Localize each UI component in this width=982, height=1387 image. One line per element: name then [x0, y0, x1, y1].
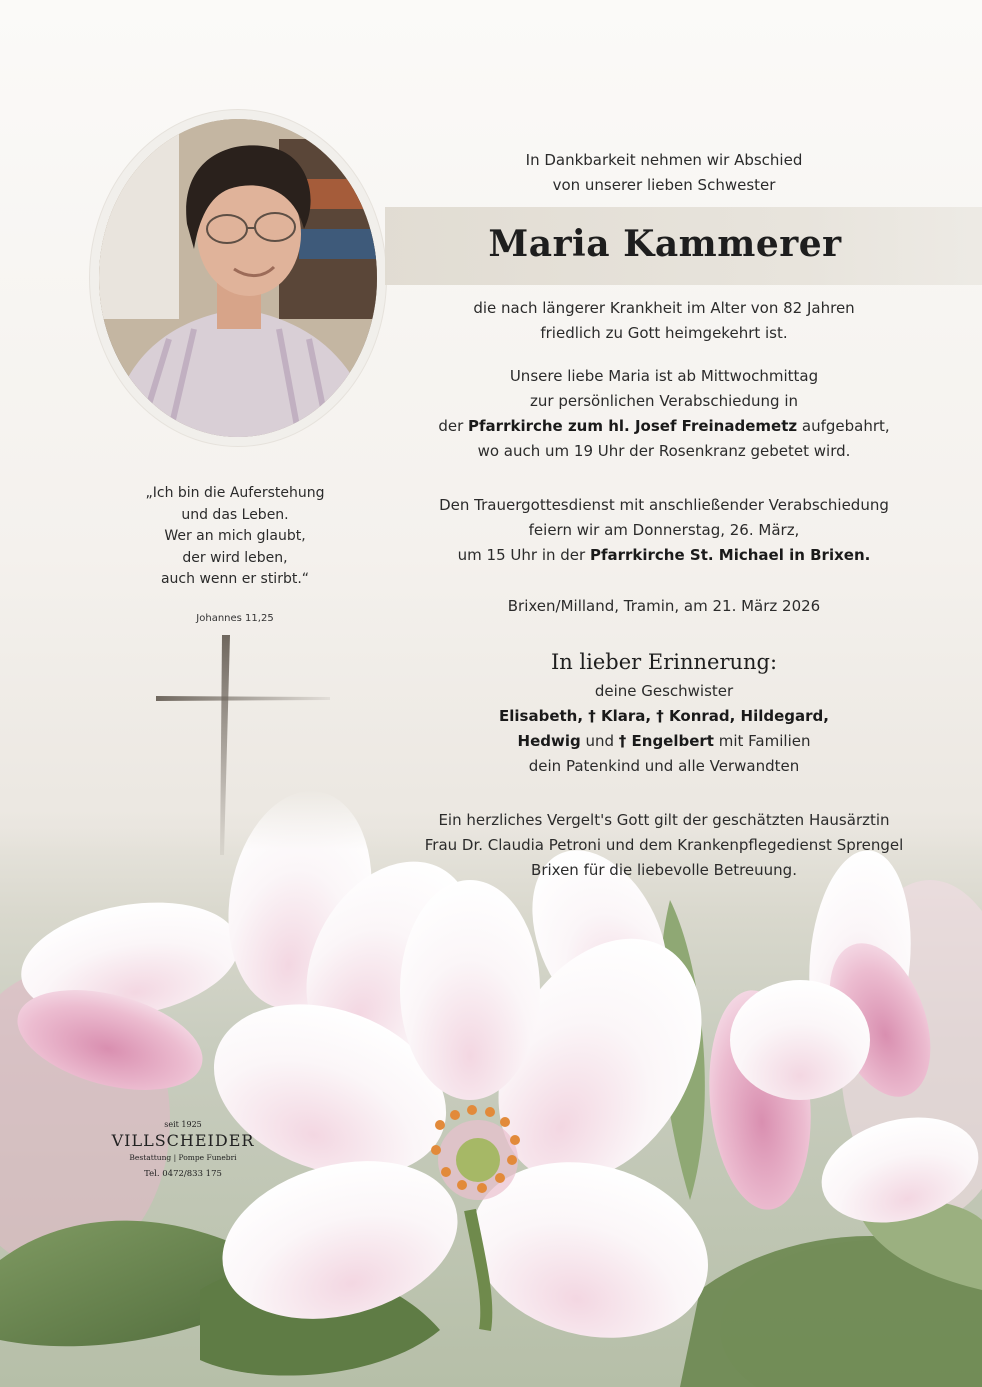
thanks-line: Frau Dr. Claudia Petroni und dem Krankenpflegedienst Sprengel	[424, 836, 904, 854]
logo-subtitle: Bestattung | Pompe Funebri	[129, 1153, 237, 1162]
portrait-frame	[90, 110, 386, 446]
funeral-church: Pfarrkirche St. Michael in Brixen.	[589, 546, 871, 564]
thanks-text	[384, 808, 944, 883]
wake-line: der Pfarrkirche zum hl. Josef Freinademetz aufgebahrt,	[438, 417, 890, 435]
quote-line: und das Leben.	[181, 506, 289, 523]
logo-since: seit 1925	[164, 1120, 202, 1129]
quote-line: „Ich bin die Auferstehung	[145, 485, 325, 501]
quote-reference: Johannes 11,25	[196, 613, 274, 624]
bible-quote	[120, 483, 350, 591]
intro-line: von unserer lieben Schwester	[552, 176, 776, 194]
funeral-text	[384, 493, 944, 568]
funeral-home-logo	[108, 1120, 258, 1181]
family-list	[384, 679, 944, 779]
quote-line: Wer an mich glaubt,	[164, 528, 306, 544]
quote-line: der wird leben,	[182, 549, 288, 566]
wake-line: Unsere liebe Maria ist ab Mittwochmittag	[509, 367, 819, 385]
place-date: Brixen/Milland, Tramin, am 21. März 2026	[507, 597, 821, 615]
funeral-line: feiern wir am Donnerstag, 26. März,	[528, 521, 800, 539]
cross-icon	[150, 630, 340, 860]
passing-line: friedlich zu Gott heimgekehrt ist.	[540, 324, 788, 342]
intro-line: In Dankbarkeit nehmen wir Abschied	[525, 151, 803, 169]
family-line: Elisabeth, † Klara, † Konrad, Hildegard,	[499, 707, 829, 725]
wake-text	[384, 364, 944, 464]
memory-heading: In lieber Erinnerung:	[550, 650, 778, 674]
logo-phone: Tel. 0472/833 175	[144, 1169, 222, 1179]
deceased-name: Maria Kammerer	[488, 223, 842, 265]
wake-church: Pfarrkirche zum hl. Josef Freinademetz	[468, 417, 798, 435]
intro-text	[384, 148, 944, 198]
quote-line: auch wenn er stirbt.“	[160, 571, 310, 587]
logo-name: VILLSCHEIDER	[111, 1131, 255, 1150]
funeral-line: Den Trauergottesdienst mit anschließender Verabschiedung	[439, 496, 889, 514]
wake-line: zur persönlichen Verabschiedung in	[530, 392, 798, 410]
thanks-line: Brixen für die liebevolle Betreuung.	[531, 861, 797, 879]
family-line: Hedwig und † Engelbert mit Familien	[517, 732, 811, 750]
family-line: dein Patenkind und alle Verwandten	[528, 757, 800, 775]
family-line: deine Geschwister	[594, 682, 734, 700]
passing-line: die nach längerer Krankheit im Alter von 82 Jahren	[473, 299, 855, 317]
wake-line: wo auch um 19 Uhr der Rosenkranz gebetet wird.	[477, 442, 851, 460]
thanks-line: Ein herzliches Vergelt's Gott gilt der geschätzten Hausärztin	[438, 811, 890, 829]
funeral-line: um 15 Uhr in der Pfarrkirche St. Michael in Brixen.	[457, 546, 871, 564]
passing-text	[384, 296, 944, 346]
portrait-photo	[99, 119, 377, 437]
